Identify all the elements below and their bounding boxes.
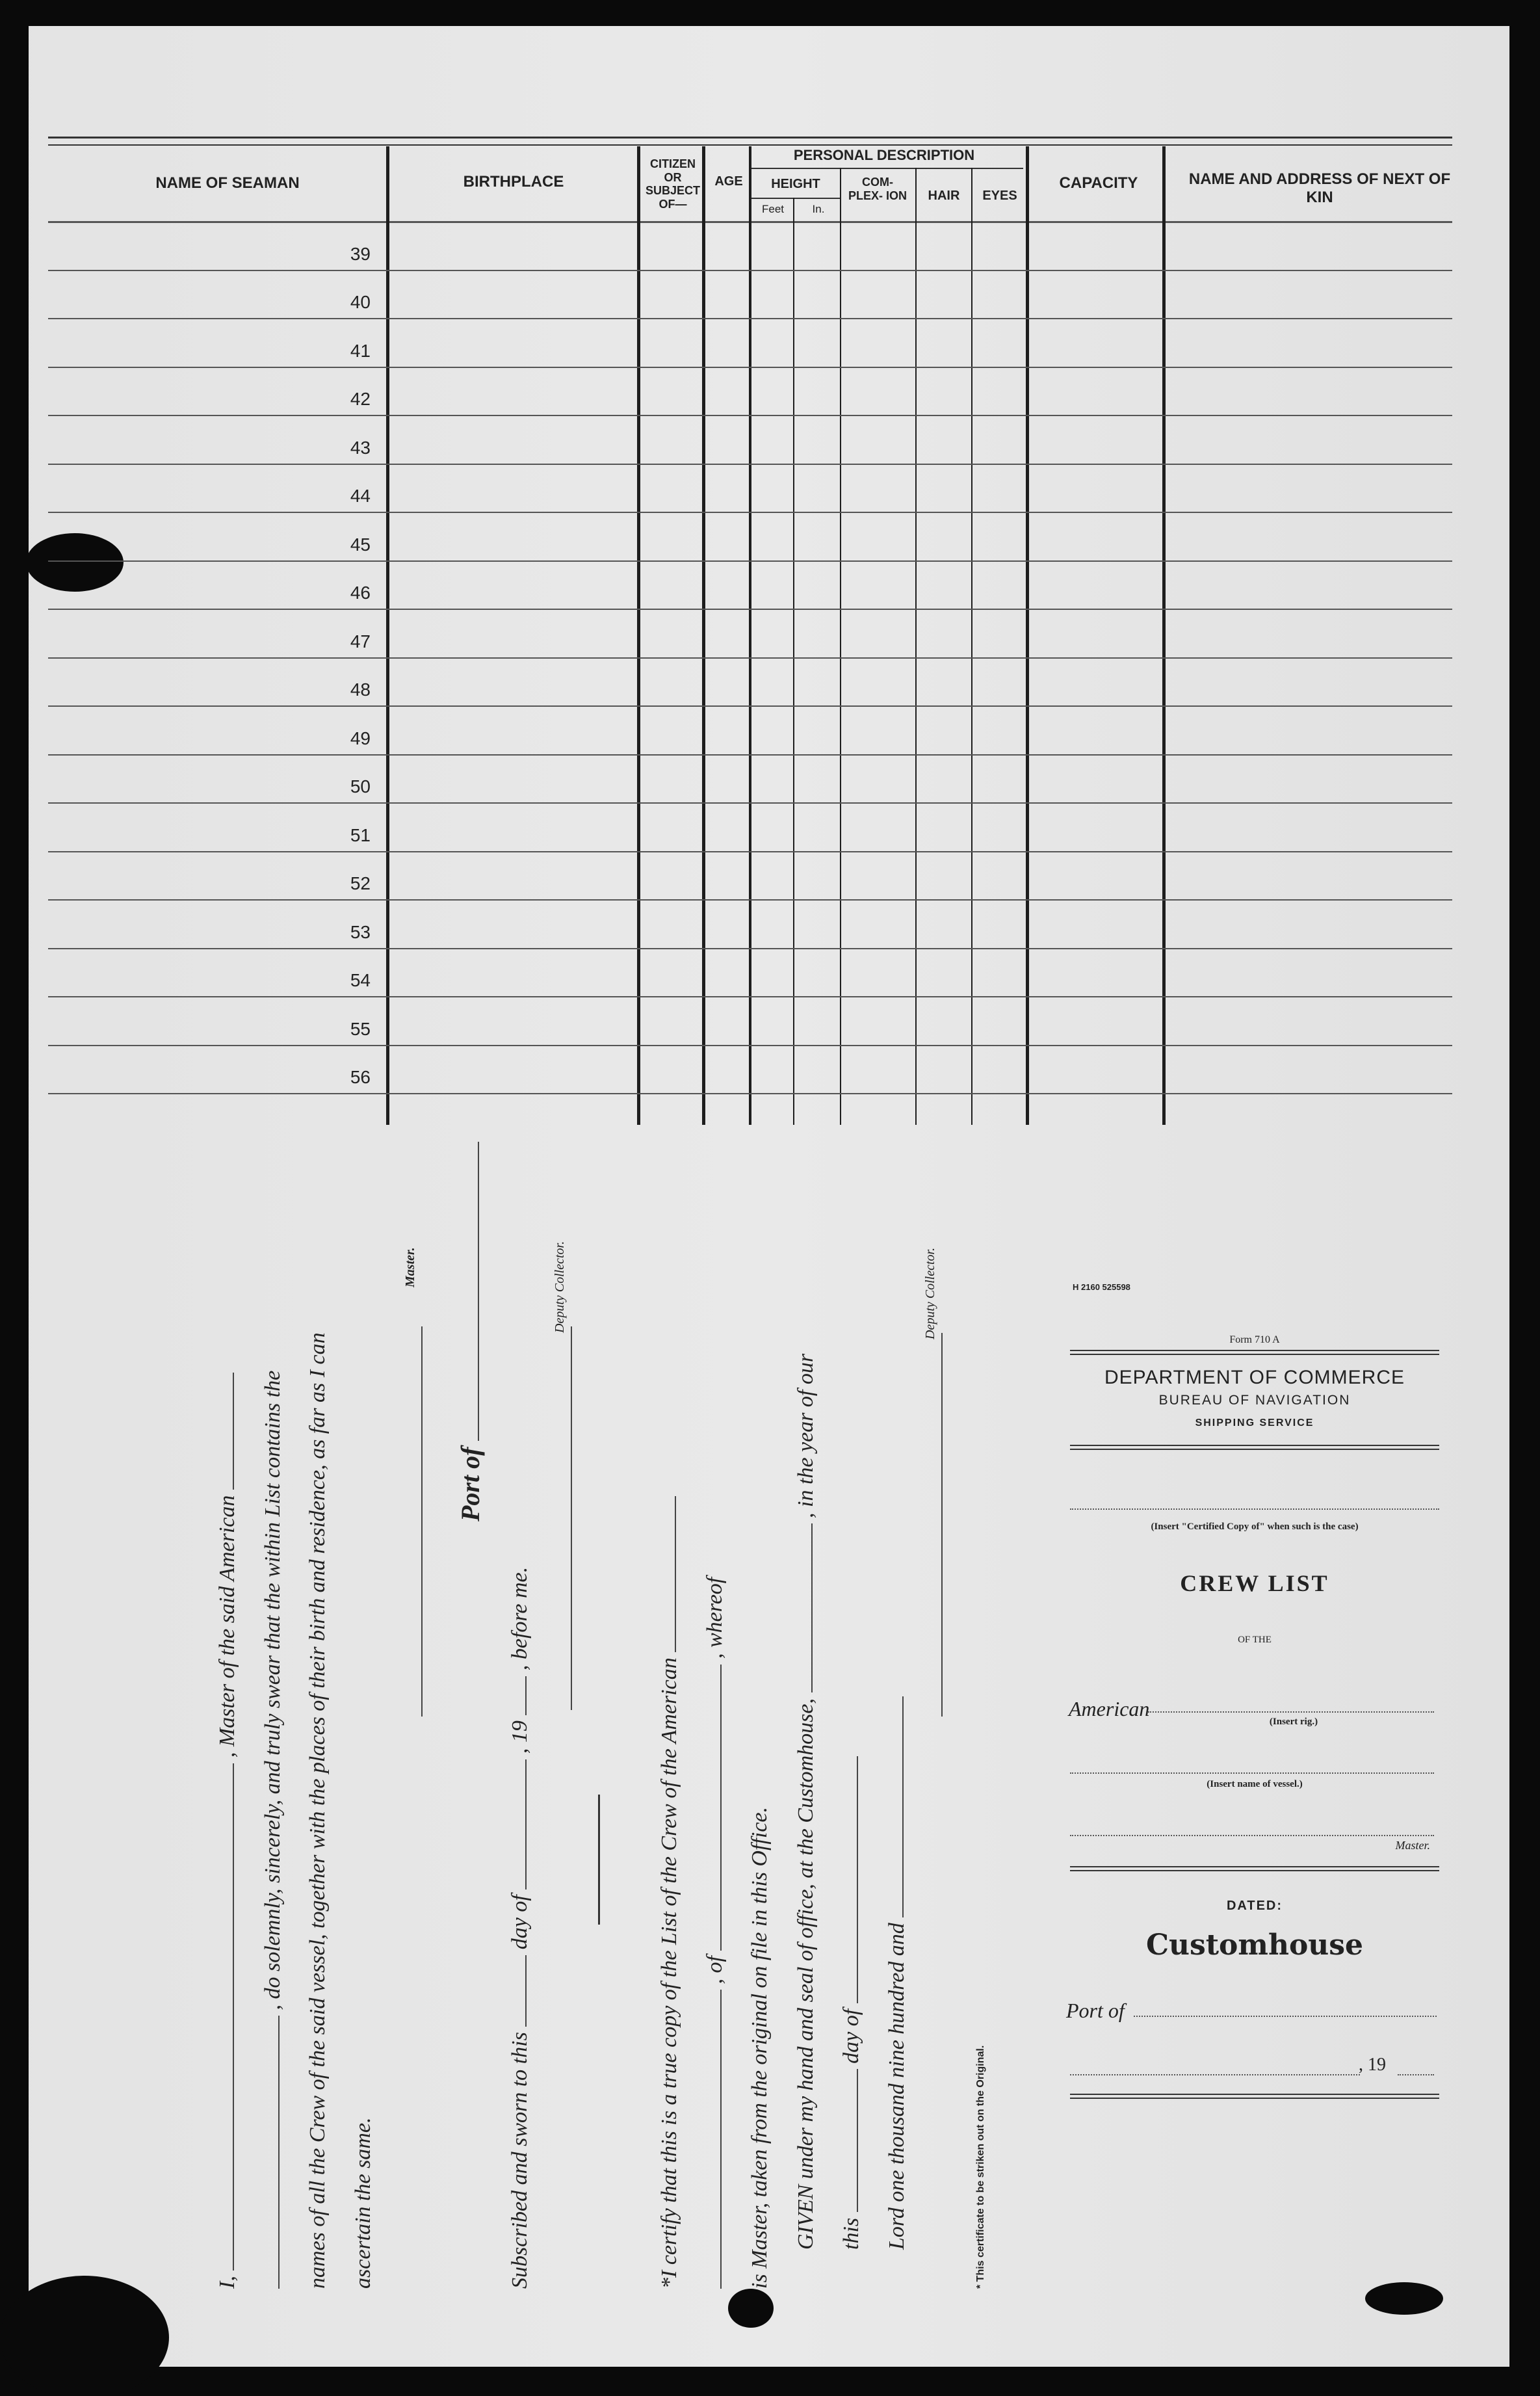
subscribed-day-of: day of <box>508 1895 532 1950</box>
row-number: 40 <box>350 292 371 312</box>
master-name-blank[interactable] <box>215 1763 234 2271</box>
table-row <box>48 754 1452 756</box>
footnote: * This certificate to be striken out on the Original. <box>975 2045 986 2289</box>
row-number: 48 <box>350 679 371 700</box>
table-row <box>48 996 1452 997</box>
certify-whereof: , whereof <box>703 1577 727 1659</box>
header-next-of-kin: NAME AND ADDRESS OF NEXT OF KIN <box>1188 170 1451 206</box>
certify-home-port-blank[interactable] <box>702 1665 722 1951</box>
row-number: 47 <box>350 631 371 652</box>
header-capacity: CAPACITY <box>1059 174 1138 192</box>
lord-text: Lord one thousand nine hundred and <box>885 1923 909 2250</box>
row-number: 56 <box>350 1067 371 1087</box>
rig-blank[interactable] <box>1148 1711 1434 1713</box>
certify-of: , of <box>703 1956 727 1984</box>
deputy-signature-line-1[interactable] <box>553 1326 572 1710</box>
vessel-name-blank[interactable] <box>215 1373 234 1490</box>
certified-copy-blank[interactable] <box>1070 1508 1439 1510</box>
paper-damage <box>728 2289 774 2328</box>
oath-i: I, <box>215 2276 239 2289</box>
paper-damage <box>26 533 124 592</box>
row-number: 45 <box>350 534 371 555</box>
given-day-of: day of <box>839 2008 863 2064</box>
table-row <box>48 270 1452 271</box>
row-number: 44 <box>350 486 371 506</box>
given-year-blank[interactable] <box>884 1696 904 1917</box>
given-day-blank[interactable] <box>839 2069 858 2212</box>
oath-ascertain: ascertain the same. <box>351 2117 375 2289</box>
oath-master-of: , Master of the said American <box>215 1495 239 1758</box>
row-number: 39 <box>350 243 371 264</box>
service-title: SHIPPING SERVICE <box>1195 1417 1314 1428</box>
crew-list-title: CREW LIST <box>1180 1570 1329 1596</box>
header-feet: Feet <box>761 203 785 215</box>
header-inches: In. <box>812 203 825 215</box>
header-citizen: CITIZEN OR SUBJECT OF— <box>645 157 700 211</box>
table-row <box>48 802 1452 804</box>
certify-text: *I certify that this is a true copy of the List of the Crew of the American <box>657 1657 681 2289</box>
year-19-label: , 19 <box>1359 2055 1386 2075</box>
table-row <box>48 1045 1452 1046</box>
bureau-title: BUREAU OF NAVIGATION <box>1158 1393 1351 1408</box>
vessel-name-blank-2[interactable] <box>260 2016 280 2289</box>
subscribed-month-blank[interactable] <box>507 1759 527 1889</box>
table-row <box>48 318 1452 319</box>
certify-rig-blank[interactable] <box>657 1496 676 1652</box>
port-of-blank[interactable] <box>460 1142 479 1441</box>
master-signature-line[interactable] <box>403 1326 423 1717</box>
table-row <box>48 705 1452 707</box>
table-row <box>48 899 1452 901</box>
form-number: Form 710 A <box>1229 1334 1280 1345</box>
table-row <box>48 1093 1452 1094</box>
deputy-collector-label-1: Deputy Collector. <box>553 1241 567 1333</box>
certify-vessel-blank[interactable] <box>702 1990 722 2289</box>
row-number: 49 <box>350 728 371 748</box>
row-number: 41 <box>350 340 371 361</box>
paper-damage <box>1365 2282 1443 2315</box>
dept-title: DEPARTMENT OF COMMERCE <box>1104 1367 1405 1388</box>
row-number: 52 <box>350 873 371 893</box>
of-the-label: OF THE <box>1238 1635 1272 1645</box>
header-personal-description: PERSONAL DESCRIPTION <box>793 147 975 163</box>
port-of-field[interactable] <box>1134 2016 1437 2017</box>
subscribed-before-me: , before me. <box>508 1566 532 1671</box>
table-row <box>48 560 1452 562</box>
print-code: H 2160 525598 <box>1073 1282 1130 1292</box>
certify-is-master: is Master, taken from the original on file in this Office. <box>748 1806 772 2289</box>
port-of-cover-label: Port of <box>1066 1999 1125 2022</box>
given-text: GIVEN under my hand and seal of office, at the Customhouse, <box>794 1698 818 2250</box>
header-complexion: COM- PLEX- ION <box>848 176 907 202</box>
subscribed-19: , 19 <box>508 1720 532 1754</box>
table-row <box>48 609 1452 610</box>
insert-rig-note: (Insert rig.) <box>1269 1717 1318 1727</box>
oath-swear: , do solemnly, sincerely, and truly swear that the within List contains the <box>261 1370 285 2010</box>
header-eyes: EYES <box>982 189 1017 203</box>
paper-damage <box>0 2276 169 2396</box>
master-oath-section <box>189 1183 1034 2289</box>
port-of-label: Port of <box>456 1447 485 1521</box>
header-hair: HAIR <box>928 189 960 203</box>
table-row <box>48 657 1452 659</box>
this-label: this <box>839 2217 863 2250</box>
subscribed-day-blank[interactable] <box>507 1955 527 2027</box>
deputy-signature-line-2[interactable] <box>923 1333 943 1717</box>
header-name-of-seaman: NAME OF SEAMAN <box>155 174 300 192</box>
header-birthplace: BIRTHPLACE <box>463 173 564 191</box>
insert-name-note: (Insert name of vessel.) <box>1207 1779 1303 1789</box>
table-row <box>48 851 1452 852</box>
row-number: 53 <box>350 921 371 942</box>
date-field[interactable] <box>1070 2074 1360 2075</box>
subscribed-year-blank[interactable] <box>507 1676 527 1715</box>
oath-names: names of all the Crew of the said vessel, together with the places of their birth and residence, as far as I can <box>306 1332 330 2289</box>
master-field[interactable] <box>1070 1835 1434 1836</box>
row-number: 42 <box>350 389 371 409</box>
year-field[interactable] <box>1398 2074 1434 2075</box>
row-number: 43 <box>350 437 371 458</box>
given-port-blank[interactable] <box>793 1523 813 1692</box>
table-row <box>48 415 1452 416</box>
subscribed-text: Subscribed and sworn to this <box>508 2032 532 2289</box>
given-month-blank[interactable] <box>839 1756 858 2003</box>
table-row <box>48 464 1452 465</box>
cover-master-label: Master. <box>1395 1839 1430 1852</box>
table-row <box>48 367 1452 368</box>
row-number: 50 <box>350 776 371 796</box>
vessel-name-field[interactable] <box>1070 1772 1434 1774</box>
dated-label: DATED: <box>1226 1899 1283 1913</box>
header-height: HEIGHT <box>771 177 820 191</box>
row-number: 51 <box>350 824 371 845</box>
american-label: American <box>1069 1697 1150 1720</box>
row-number: 55 <box>350 1018 371 1039</box>
row-number: 54 <box>350 970 371 990</box>
row-number: 46 <box>350 583 371 603</box>
table-row <box>48 948 1452 949</box>
customhouse-label: Customhouse <box>1145 1929 1364 1962</box>
header-age: AGE <box>714 174 743 189</box>
oath-master-label: Master. <box>403 1247 417 1287</box>
given-year-of-our: , in the year of our <box>794 1353 818 1518</box>
deputy-collector-label-2: Deputy Collector. <box>923 1247 937 1339</box>
table-row <box>48 512 1452 513</box>
insert-certified-note: (Insert "Certified Copy of" when such is the case) <box>1151 1521 1359 1532</box>
